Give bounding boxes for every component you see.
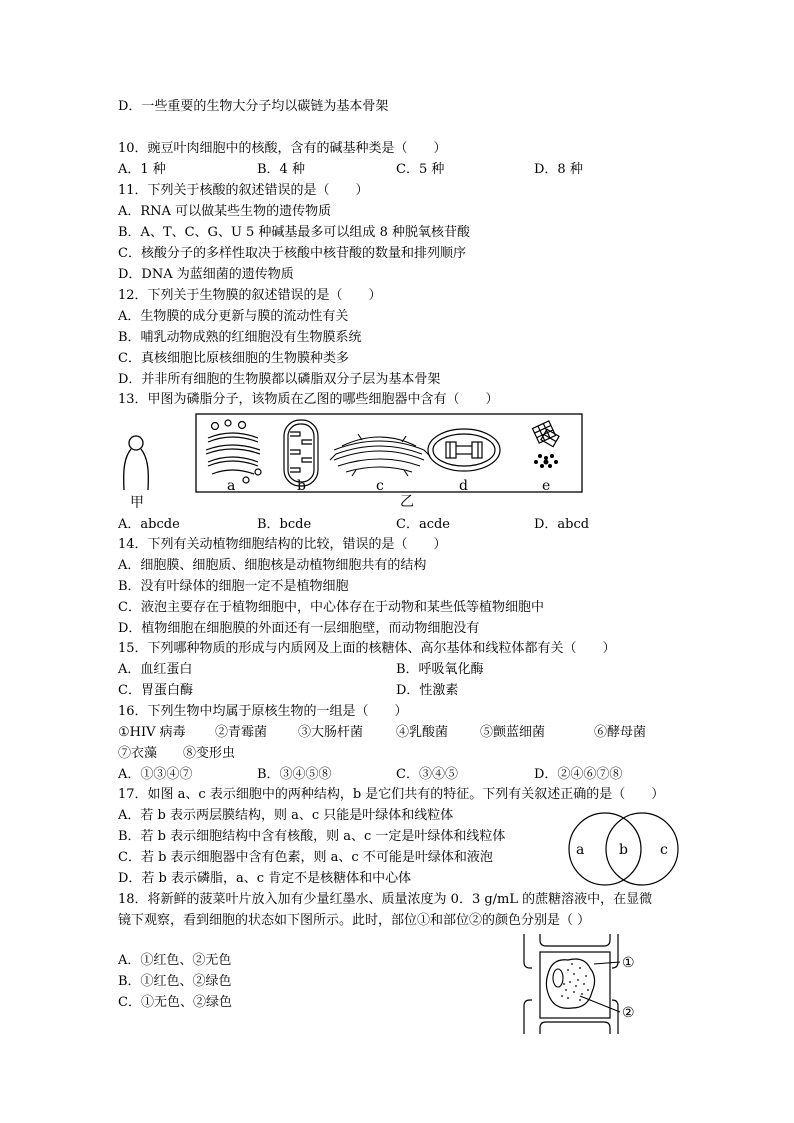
q10-option-a: A．1 种 — [118, 162, 166, 177]
phospholipid-diagram — [124, 436, 149, 490]
q17-option-d: D．若 b 表示磷脂，a、c 肯定不是核糖体和中心体 — [118, 871, 412, 886]
q16-item-4: ④乳酸菌 — [396, 725, 449, 740]
mitochondrion-icon — [284, 420, 318, 486]
marker-2: ② — [622, 1005, 635, 1021]
q11-stem: 11．下列关于核酸的叙述错误的是（ ） — [118, 183, 369, 198]
chloroplast-icon — [428, 429, 500, 471]
q15-option-d: D．性激素 — [396, 683, 459, 698]
q16-option-c: C．③④⑤ — [396, 767, 458, 782]
q13-figure — [112, 410, 592, 516]
label-e: e — [542, 478, 551, 494]
q15-stem: 15．下列哪种物质的形成与内质网及上面的核糖体、高尔基体和线粒体都有关（ ） — [118, 641, 616, 656]
q10-stem: 10．豌豆叶肉细胞中的核酸，含有的碱基种类是（ ） — [118, 141, 447, 156]
q16-item-2: ②青霉菌 — [215, 725, 268, 740]
label-b: b — [297, 478, 306, 494]
q15-option-a: A．血红蛋白 — [118, 662, 193, 677]
q16-option-d: D．②④⑥⑦⑧ — [534, 767, 623, 782]
q10-option-d: D．8 种 — [534, 162, 583, 177]
q11-option-d: D．DNA 为蓝细菌的遗传物质 — [118, 267, 294, 282]
q16-option-a: A．①③④⑦ — [118, 767, 193, 782]
q14-stem: 14．下列有关动植物细胞结构的比较，错误的是（ ） — [118, 537, 447, 552]
q14-option-c: C．液泡主要存在于植物细胞中，中心体存在于动物和某些低等植物细胞中 — [118, 600, 544, 615]
q18-option-c: C．①无色、②绿色 — [118, 995, 232, 1010]
q10-option-b: B．4 种 — [257, 162, 305, 177]
q12-option-c: C．真核细胞比原核细胞的生物膜种类多 — [118, 351, 349, 366]
q17-option-a: A．若 b 表示两层膜结构，则 a、c 只能是叶绿体和线粒体 — [118, 808, 454, 823]
q16-option-b: B．③④⑤⑧ — [257, 767, 332, 782]
q11-option-a: A．RNA 可以做某些生物的遗传物质 — [118, 204, 332, 219]
label-yi: 乙 — [400, 494, 414, 510]
q13-stem: 13．甲图为磷脂分子，该物质在乙图的哪些细胞器中含有（ ） — [118, 392, 499, 407]
golgi-icon — [206, 420, 261, 483]
q10-option-c: C．5 种 — [396, 162, 445, 177]
q13-option-c: C．acde — [396, 517, 450, 532]
q16-items-row2: ⑦衣藻 ⑧变形虫 — [118, 746, 236, 761]
q18-stem-cont: 镜下观察，看到细胞的状态如下图所示。此时，部位①和部位②的颜色分别是（ ） — [118, 913, 591, 928]
q17-venn-diagram — [560, 806, 690, 892]
venn-label-c: c — [660, 842, 668, 858]
label-d: d — [459, 478, 468, 494]
q16-item-1: ①HIV 病毒 — [118, 725, 186, 740]
centrosome-icon — [532, 421, 559, 468]
q12-stem: 12．下列关于生物膜的叙述错误的是（ ） — [118, 288, 382, 303]
organelle-frame — [196, 414, 582, 492]
q13-option-a: A．abcde — [118, 517, 180, 532]
q12-option-d: D．并非所有细胞的生物膜都以磷脂双分子层为基本骨架 — [118, 372, 441, 387]
q18-option-b: B．①红色、②绿色 — [118, 974, 232, 989]
q9-option-d: D．一些重要的生物大分子均以碳链为基本骨架 — [118, 99, 389, 114]
q11-option-c: C．核酸分子的多样性取决于核酸中核苷酸的数量和排列顺序 — [118, 246, 466, 261]
label-a: a — [227, 478, 236, 494]
q14-option-d: D．植物细胞在细胞膜的外面还有一层细胞壁，而动物细胞没有 — [118, 621, 480, 636]
q14-option-a: A．细胞膜、细胞质、细胞核是动植物细胞共有的结构 — [118, 558, 427, 573]
q16-item-3: ③大肠杆菌 — [298, 725, 364, 740]
q13-option-b: B．bcde — [257, 517, 312, 532]
q16-item-5: ⑤颤蓝细菌 — [480, 725, 546, 740]
endoplasmic-reticulum-icon — [330, 434, 430, 476]
q12-option-b: B．哺乳动物成熟的红细胞没有生物膜系统 — [118, 330, 362, 345]
q18-option-a: A．①红色、②无色 — [118, 953, 232, 968]
venn-label-b: b — [619, 842, 628, 858]
label-jia: 甲 — [130, 495, 144, 511]
label-c: c — [376, 478, 384, 494]
q16-stem: 16．下列生物中均属于原核生物的一组是（ ） — [118, 704, 408, 719]
q18-cell-figure — [518, 934, 648, 1034]
venn-label-a: a — [576, 842, 585, 858]
q12-option-a: A．生物膜的成分更新与膜的流动性有关 — [118, 309, 349, 324]
q15-option-c: C．胃蛋白酶 — [118, 683, 193, 698]
q16-item-6: ⑥酵母菌 — [594, 725, 647, 740]
q18-stem: 18．将新鲜的菠菜叶片放入加有少量红墨水、质量浓度为 0．3 g/mL 的蔗糖溶液中，在显微 — [118, 892, 653, 907]
q15-option-b: B．呼吸氧化酶 — [396, 662, 484, 677]
marker-1: ① — [622, 955, 635, 971]
q17-option-c: C．若 b 表示细胞器中含有色素，则 a、c 不可能是叶绿体和液泡 — [118, 850, 493, 865]
q17-stem: 17．如图 a、c 表示细胞中的两种结构，b 是它们共有的特征。下列有关叙述正确的是（ ） — [118, 787, 665, 802]
q17-option-b: B．若 b 表示细胞结构中含有核酸，则 a、c 一定是叶绿体和线粒体 — [118, 829, 506, 844]
q13-option-d: D．abcd — [534, 517, 590, 532]
q14-option-b: B．没有叶绿体的细胞一定不是植物细胞 — [118, 579, 349, 594]
q11-option-b: B．A、T、C、G、U 5 种碱基最多可以组成 8 种脱氧核苷酸 — [118, 225, 470, 240]
